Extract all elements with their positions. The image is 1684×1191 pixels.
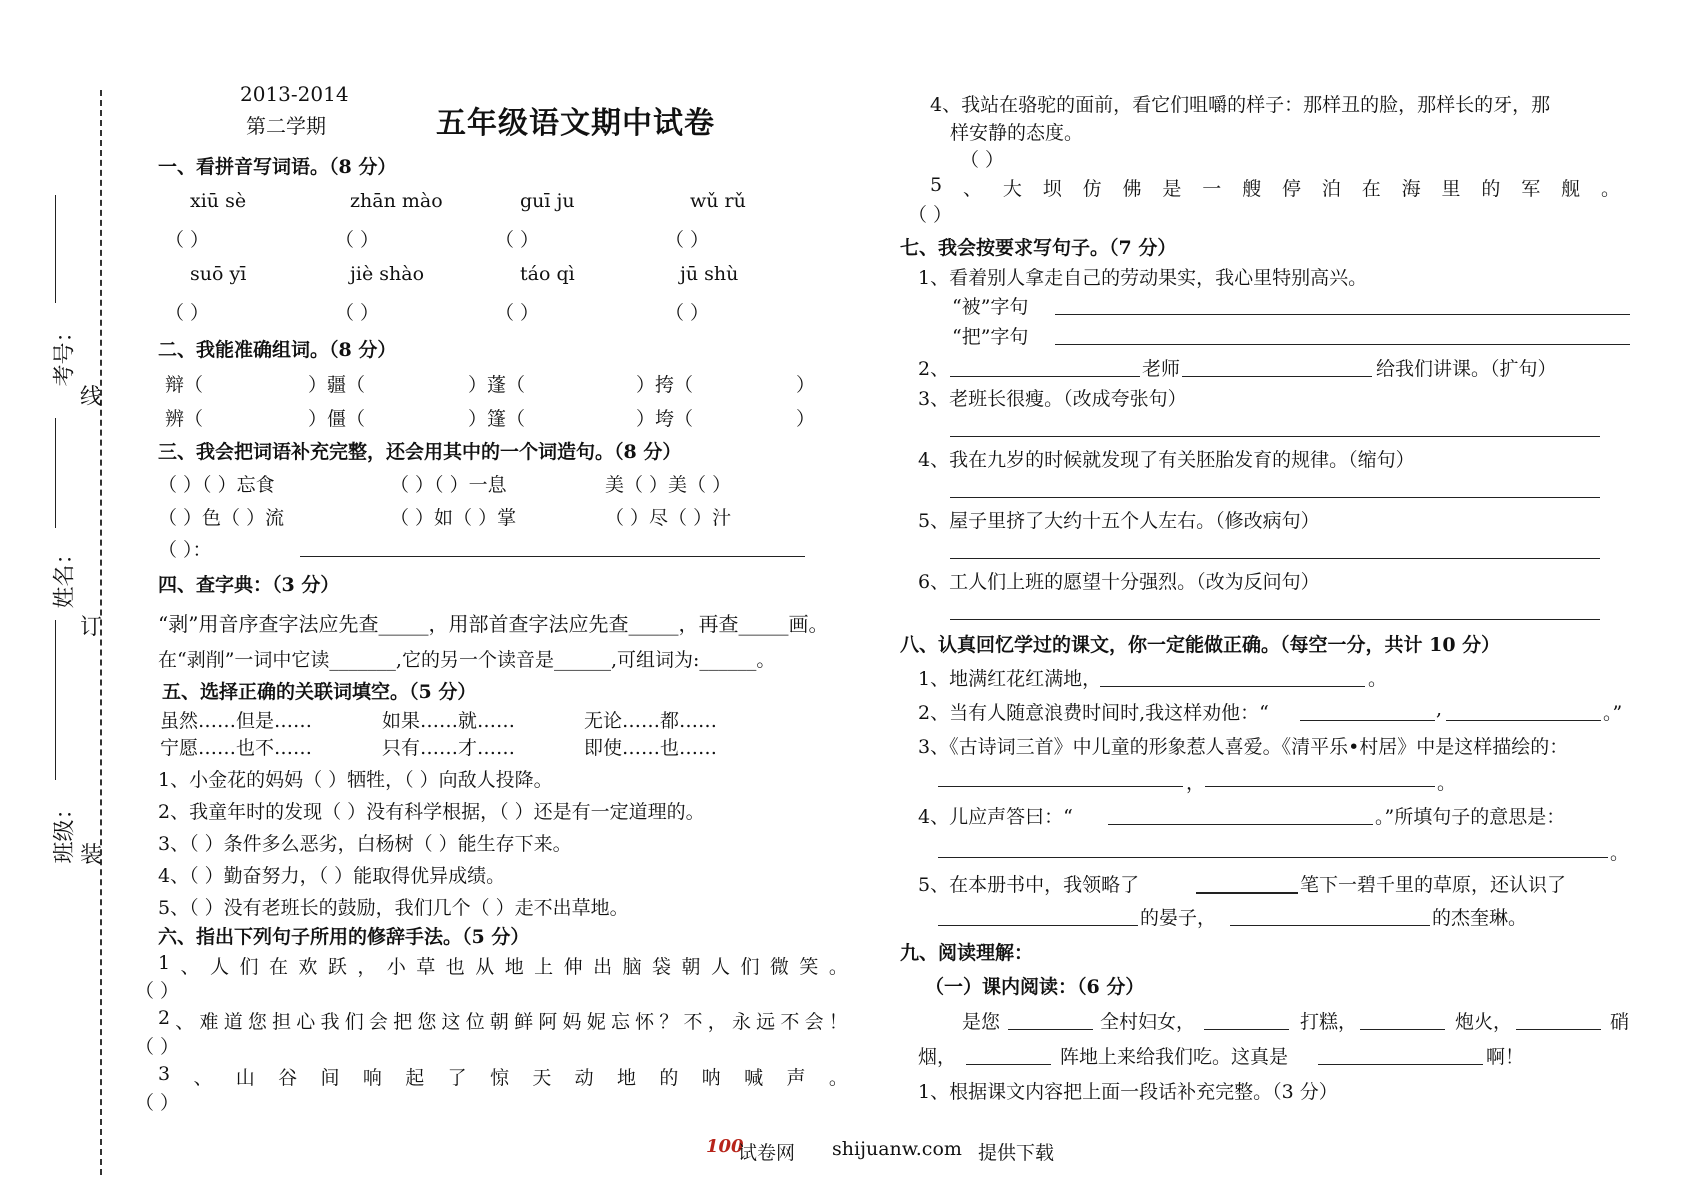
recall-q5-blank-2[interactable] xyxy=(938,925,1138,926)
idiom-6: （ ）尽（ ）汁 xyxy=(605,507,732,529)
recall-q5-mid: 笔下一碧千里的草原，还认识了 xyxy=(1300,874,1567,896)
ba-label: “把”字句 xyxy=(952,326,1029,348)
recall-q3-comma: ， xyxy=(1186,772,1206,794)
recall-q5-yanzi: 的晏子， xyxy=(1140,907,1217,929)
passage-text: 全村妇女， xyxy=(1100,1011,1196,1033)
section-1-title: 一、看拼音写词语。（8 分） xyxy=(158,156,397,178)
pinyin-2: zhān mào xyxy=(350,190,443,212)
binding-zhuang-char: 装 xyxy=(80,843,103,868)
passage-blank[interactable] xyxy=(966,1064,1051,1065)
rhetoric-question-5: 5 、 大 坝 仿 佛 是 一 艘 停 泊 在 海 里 的 军 舰 。 xyxy=(930,174,1620,200)
sentence-q5: 5、屋子里挤了大约十五个人左右。（修改病句） xyxy=(918,510,1320,532)
pinyin-8: jū shù xyxy=(680,263,739,285)
answer-line[interactable] xyxy=(950,436,1600,437)
rhetoric-question-3: 3 、 山 谷 间 响 起 了 惊 天 动 地 的 呐 喊 声 。 xyxy=(158,1063,848,1089)
sentence-line[interactable] xyxy=(300,556,805,557)
dict-question-1: “剥”用音序查字法应先查_____，用部首查字法应先查_____，再查_____画。 xyxy=(158,612,829,636)
section-5-title: 五、选择正确的关联词填空。（5 分） xyxy=(162,681,477,703)
answer-line[interactable] xyxy=(950,558,1600,559)
conj-option: 无论……都…… xyxy=(584,710,718,732)
sentence-q3: 3、老班长很瘦。（改成夸张句） xyxy=(918,388,1187,410)
word-end: ） xyxy=(796,374,816,396)
section-6-title: 六、指出下列句子所用的修辞手法。（5 分） xyxy=(158,926,530,948)
passage-text: 打糕， xyxy=(1300,1011,1358,1033)
answer-bracket[interactable]: （ ） xyxy=(335,229,380,251)
binding-ding-char: 订 xyxy=(80,615,103,640)
rhetoric-question-4a: 4、我站在骆驼的面前，看它们咀嚼的样子：那样丑的脸，那样长的牙，那 xyxy=(930,94,1551,116)
recall-q4-end: 。 xyxy=(1610,842,1630,864)
school-years: 2013-2014 xyxy=(240,82,349,106)
passage-blank[interactable] xyxy=(1204,1029,1289,1030)
word-4: ）挎（ xyxy=(636,374,694,396)
word-3: ）蓬（ xyxy=(468,374,526,396)
recall-q5-blank-1[interactable] xyxy=(1196,892,1298,894)
conj-option: 虽然……但是…… xyxy=(160,710,313,732)
pinyin-6: jiè shào xyxy=(350,263,425,285)
passage-text: 是您 xyxy=(962,1011,1001,1033)
passage-text: 炮火， xyxy=(1455,1011,1513,1033)
conj-question-5: 5、（ ）没有老班长的鼓励，我们几个（ ）走不出草地。 xyxy=(158,897,629,919)
section-7-title: 七、我会按要求写句子。（7 分） xyxy=(900,237,1177,259)
recall-q4-blank[interactable] xyxy=(1108,824,1373,825)
word-6: ）僵（ xyxy=(308,408,366,430)
passage-text: 啊！ xyxy=(1486,1046,1525,1068)
sentence-q1: 1、看着别人拿走自己的劳动果实，我心里特别高兴。 xyxy=(918,267,1368,289)
exam-no-line xyxy=(55,195,56,303)
pinyin-4: wǔ rǔ xyxy=(690,190,746,212)
conj-question-3: 3、（ ）条件多么恶劣，白杨树（ ）能生存下来。 xyxy=(158,833,572,855)
recall-q5-blank-3[interactable] xyxy=(1230,925,1430,926)
ba-answer-line[interactable] xyxy=(1055,344,1630,345)
idiom-1: （ ）（ ）忘食 xyxy=(158,474,275,496)
recall-q1-blank[interactable] xyxy=(1100,686,1365,687)
conj-option: 宁愿……也不…… xyxy=(160,737,313,759)
pinyin-1: xiū sè xyxy=(190,190,247,212)
answer-bracket[interactable]: （ ） xyxy=(908,204,953,226)
name-label: 姓名： xyxy=(52,542,78,609)
recall-q2: 2、当有人随意浪费时间时,我这样劝他：“ xyxy=(918,702,1269,724)
answer-bracket[interactable]: （ ） xyxy=(495,302,540,324)
sentence-label: （ ）： xyxy=(158,539,212,561)
answer-bracket[interactable]: （ ） xyxy=(495,229,540,251)
pinyin-3: guī ju xyxy=(520,190,575,212)
bei-answer-line[interactable] xyxy=(1055,314,1630,315)
answer-bracket[interactable]: （ ） xyxy=(135,1092,180,1114)
expand-blank-2[interactable] xyxy=(1182,376,1372,377)
passage-text: 烟， xyxy=(918,1046,957,1068)
word-7: ）篷（ xyxy=(468,408,526,430)
reading-subtitle: （一）课内阅读：（6 分） xyxy=(925,976,1145,998)
idiom-2: （ ）（ ）一息 xyxy=(390,474,507,496)
recall-q1: 1、地满红花红满地， xyxy=(918,668,1102,690)
recall-q2-blank-2[interactable] xyxy=(1446,720,1601,721)
dict-question-2: 在“剥削”一词中它读_______,它的另一个读音是______,可组词为:______。 xyxy=(158,649,776,671)
page-title: 五年级语文期中试卷 xyxy=(436,106,715,141)
answer-bracket[interactable]: （ ） xyxy=(135,980,180,1002)
answer-bracket[interactable]: （ ） xyxy=(165,302,210,324)
passage-blank[interactable] xyxy=(1360,1029,1445,1030)
sentence-q2-tail: 给我们讲课。（扩句） xyxy=(1376,358,1557,380)
recall-q5: 5、在本册书中，我领略了 xyxy=(918,874,1140,896)
section-9-title: 九、阅读理解： xyxy=(900,942,1034,964)
rhetoric-question-4b: 样安静的态度。 xyxy=(950,122,1084,144)
recall-q2-blank-1[interactable] xyxy=(1300,720,1435,721)
recall-q3: 3、《古诗词三首》中儿童的形象惹人喜爱。《清平乐•村居》中是这样描绘的： xyxy=(918,736,1569,758)
answer-line[interactable] xyxy=(950,497,1600,498)
site-name-cn: 试卷网 xyxy=(738,1142,796,1164)
name-line xyxy=(55,620,56,780)
bei-label: “被”字句 xyxy=(952,296,1029,318)
recall-q3-blank-2[interactable] xyxy=(1205,786,1435,787)
term: 第二学期 xyxy=(246,114,326,138)
sentence-q2-num: 2、 xyxy=(918,358,950,380)
recall-q4: 4、儿应声答曰：“ xyxy=(918,806,1073,828)
conj-question-1: 1、小金花的妈妈（ ）牺牲，（ ）向敌人投降。 xyxy=(158,769,553,791)
answer-bracket[interactable]: （ ） xyxy=(335,302,380,324)
passage-text: 硝 xyxy=(1610,1011,1630,1033)
site-logo: 100 xyxy=(706,1136,744,1157)
recall-q4-tail: 。”所填句子的意思是： xyxy=(1375,806,1566,828)
sentence-q2-teacher: 老师 xyxy=(1142,358,1181,380)
section-3-title: 三、我会把词语补充完整，还会用其中的一个词造句。（8 分） xyxy=(158,441,682,463)
class-label: 班级： xyxy=(52,797,78,864)
answer-bracket[interactable]: （ ） xyxy=(665,302,710,324)
passage-text: 阵地上来给我们吃。这真是 xyxy=(1060,1046,1289,1068)
pinyin-7: táo qì xyxy=(520,263,575,285)
conj-question-2: 2、我童年时的发现（ ）没有科学根据，（ ）还是有一定道理的。 xyxy=(158,801,705,823)
answer-bracket[interactable]: （ ） xyxy=(665,229,710,251)
recall-q1-end: 。 xyxy=(1368,668,1388,690)
conj-option: 只有……才…… xyxy=(382,737,516,759)
word-1: 辩（ xyxy=(165,374,204,396)
rhetoric-question-1: 1 、 人 们 在 欢 跃 ， 小 草 也 从 地 上 伸 出 脑 袋 朝 人 们 微 笑 。 xyxy=(158,952,848,978)
passage-blank[interactable] xyxy=(1516,1029,1601,1030)
pinyin-5: suō yī xyxy=(190,263,247,285)
idiom-3: 美（ ）美（ ） xyxy=(605,474,732,496)
sentence-q4: 4、我在九岁的时候就发现了有关胚胎发育的规律。（缩句） xyxy=(918,449,1415,471)
word-8: ）垮（ xyxy=(636,408,694,430)
sentence-q6: 6、工人们上班的愿望十分强烈。（改为反问句） xyxy=(918,571,1320,593)
answer-line[interactable] xyxy=(950,619,1600,620)
expand-blank-1[interactable] xyxy=(950,376,1140,377)
recall-q3-end: 。 xyxy=(1437,772,1457,794)
binding-line-char: 线 xyxy=(80,385,103,410)
word-5: 辨（ xyxy=(165,408,204,430)
line-vertical-1 xyxy=(55,418,56,528)
conj-option: 如果……就…… xyxy=(382,710,516,732)
site-url[interactable]: shijuanw.com xyxy=(832,1138,962,1160)
recall-q2-comma: , xyxy=(1436,698,1443,720)
provide-download: 提供下载 xyxy=(978,1142,1055,1164)
exam-no-label: 考号： xyxy=(52,320,78,387)
section-8-title: 八、认真回忆学过的课文，你一定能做正确。（每空一分，共计 10 分） xyxy=(900,634,1501,656)
reading-question-1: 1、根据课文内容把上面一段话补充完整。（3 分） xyxy=(918,1081,1338,1103)
idiom-5: （ ）如（ ）掌 xyxy=(390,507,517,529)
conj-option: 即使……也…… xyxy=(584,737,718,759)
conj-question-4: 4、（ ）勤奋努力，（ ）能取得优异成绩。 xyxy=(158,865,506,887)
recall-q3-blank-1[interactable] xyxy=(938,786,1183,787)
answer-bracket[interactable]: （ ） xyxy=(960,149,1005,171)
section-4-title: 四、查字典：（3 分） xyxy=(158,574,340,596)
word-2: ）疆（ xyxy=(308,374,366,396)
rhetoric-question-2: 2 、 难 道 您 担 心 我 们 会 把 您 这 位 朝 鲜 阿 妈 妮 忘 怀 ？ 不 ， 永 远 不 会 ！ xyxy=(158,1007,848,1033)
answer-bracket[interactable]: （ ） xyxy=(165,229,210,251)
section-2-title: 二、我能准确组词。（8 分） xyxy=(158,339,397,361)
recall-q2-end: 。” xyxy=(1603,702,1623,724)
idiom-4: （ ）色（ ）流 xyxy=(158,507,285,529)
passage-blank[interactable] xyxy=(1318,1064,1483,1065)
word-end: ） xyxy=(796,408,816,430)
recall-q5-end: 的杰奎琳。 xyxy=(1432,907,1528,929)
passage-blank[interactable] xyxy=(1008,1029,1093,1030)
recall-q4-meaning-line[interactable] xyxy=(938,857,1608,858)
answer-bracket[interactable]: （ ） xyxy=(135,1036,180,1058)
